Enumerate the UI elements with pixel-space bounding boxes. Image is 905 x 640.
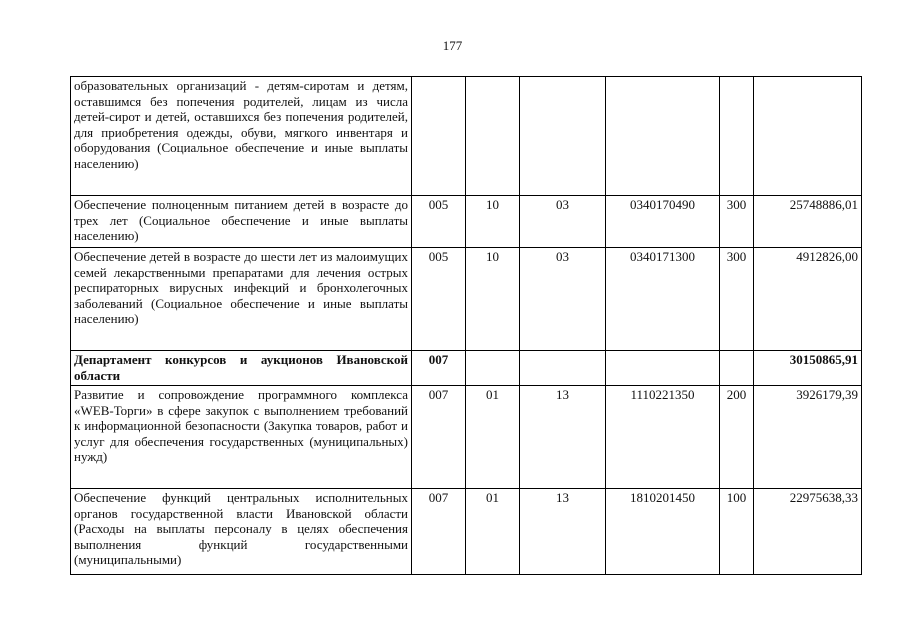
section-code: 01 [466,386,520,489]
page-number: 177 [442,38,463,53]
target-item-code: 1110221350 [606,386,720,489]
row-description: Обеспечение детей в возрасте до шести лет из малоимущих семей лекарственными препаратами для лечения острых респираторных вирусных инфекций и бронхолегочных заболеваний (Социальное обеспечение и иные выплаты населению) [71,248,412,351]
subsection-code: 03 [520,196,606,248]
department-total: 30150865,91 [754,351,862,386]
section-code [466,351,520,386]
ved-code: 007 [412,489,466,575]
subsection-code [520,351,606,386]
subsection-code: 03 [520,248,606,351]
department-name: Департамент конкурсов и аукционов Ивановской области [71,351,412,386]
subsection-code [520,77,606,196]
amount: 22975638,33 [754,489,862,575]
department-row [71,351,862,386]
target-item-code: 0340170490 [606,196,720,248]
amount: 3926179,39 [754,386,862,489]
expense-type-code: 200 [720,386,754,489]
section-code [466,77,520,196]
target-item-code [606,77,720,196]
expense-type-code [720,77,754,196]
expense-type-code: 300 [720,248,754,351]
ved-code: 005 [412,248,466,351]
row-description: Обеспечение функций центральных исполнительных органов государственной власти Ивановской области (Расходы на выплаты персоналу в целях обеспечения выполнения функций государственными (муниципальными) [71,489,412,575]
section-code: 10 [466,248,520,351]
table-row [71,248,862,351]
section-code: 01 [466,489,520,575]
expense-type-code: 100 [720,489,754,575]
target-item-code: 0340171300 [606,248,720,351]
table-row [71,77,862,196]
row-description: образовательных организаций - детям-сиротам и детям, оставшимся без попечения родителей, лицам из числа детей-сирот и детей, оставшихся без попечения родителей, для приобретения одежды, обуви, мягкого инвентаря и оборудования (Социальное обеспечение и иные выплаты населению) [71,77,412,196]
target-item-code: 1810201450 [606,489,720,575]
ved-code: 007 [412,386,466,489]
budget-table [70,76,862,575]
ved-code: 007 [412,351,466,386]
ved-code [412,77,466,196]
amount [754,77,862,196]
subsection-code: 13 [520,489,606,575]
section-code: 10 [466,196,520,248]
amount: 4912826,00 [754,248,862,351]
row-description: Развитие и сопровождение программного комплекса «WEB-Торги» в сфере закупок с выполнением требований к информационной безопасности (Закупка товаров, работ и услуг для обеспечения государственных (муниципальных) нужд) [71,386,412,489]
row-description: Обеспечение полноценным питанием детей в возрасте до трех лет (Социальное обеспечение и иные выплаты населению) [71,196,412,248]
subsection-code: 13 [520,386,606,489]
target-item-code [606,351,720,386]
amount: 25748886,01 [754,196,862,248]
expense-type-code [720,351,754,386]
expense-type-code: 300 [720,196,754,248]
ved-code: 005 [412,196,466,248]
table-row [71,489,862,575]
table-row [71,196,862,248]
table-row [71,386,862,489]
